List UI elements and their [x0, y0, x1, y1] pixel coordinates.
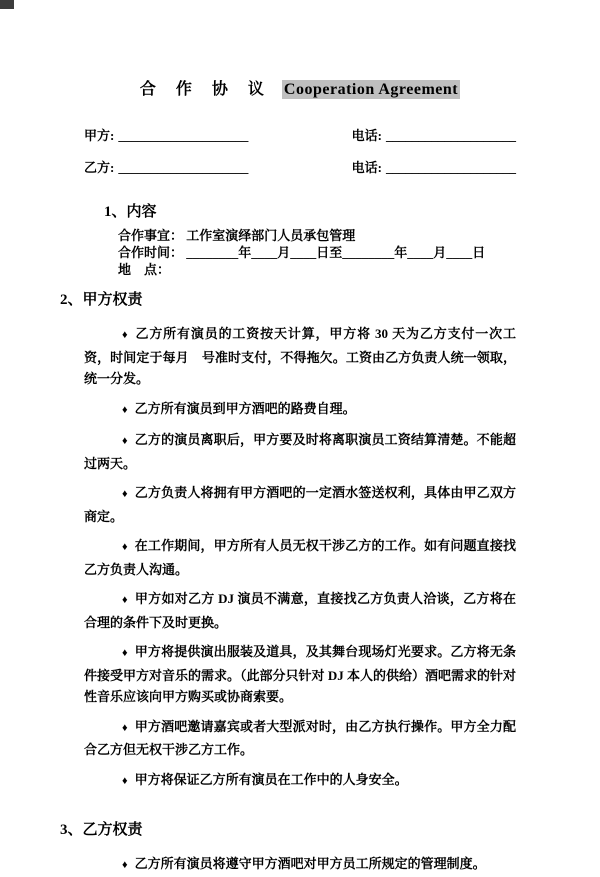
party-a-row — [84, 125, 516, 144]
section-2-heading: 2、甲方权责 — [60, 292, 143, 308]
bullet-paragraph — [84, 588, 516, 633]
bullet-paragraph — [84, 482, 516, 527]
diamond-bullet-icon: ♦ — [122, 859, 128, 871]
bullet-text: 在工作期间，甲方所有人员无权干涉乙方的工作。如有问题直接找乙方负责人沟通。 — [84, 538, 516, 577]
bullet-text: 甲方将保证乙方所有演员在工作中的人身安全。 — [134, 771, 408, 787]
bullet-paragraph — [84, 429, 516, 474]
bullet-paragraph — [84, 323, 516, 390]
diamond-bullet-icon: ♦ — [122, 774, 128, 787]
section-1-heading: 1、内容 — [104, 204, 157, 220]
bullet-text: 乙方的演员离职后，甲方要及时将离职演员工资结算清楚。不能超过两天。 — [84, 432, 516, 471]
diamond-bullet-icon: ♦ — [122, 721, 128, 734]
party-a-phone-blank: ____________________ — [386, 128, 516, 143]
bullet-text: 乙方所有演员将遵守甲方酒吧对甲方员工所规定的管理制度。 — [134, 856, 486, 871]
section-3-heading: 3、乙方权责 — [60, 822, 143, 838]
party-b-row — [84, 157, 516, 176]
diamond-bullet-icon: ♦ — [122, 488, 128, 500]
bullet-paragraph — [84, 853, 516, 877]
party-b-blank: ____________________ — [118, 160, 249, 175]
diamond-bullet-icon: ♦ — [122, 329, 129, 341]
bullet-text: 甲方如对乙方 DJ 演员不满意，直接找乙方负责人洽谈，乙方将在合理的条件下及时更换。 — [84, 591, 516, 630]
title-chinese: 合 作 协 议 — [139, 81, 272, 98]
diamond-bullet-icon: ♦ — [122, 647, 128, 659]
bullet-paragraph — [84, 641, 516, 708]
party-a-label: 甲方: — [84, 128, 115, 143]
diamond-bullet-icon: ♦ — [122, 594, 128, 606]
party-a-blank: ____________________ — [118, 128, 249, 143]
party-b-label: 乙方: — [84, 160, 115, 175]
party-b-phone-label: 电话: — [351, 160, 382, 175]
document-title — [84, 76, 516, 99]
party-a-phone-field — [352, 125, 516, 144]
diamond-bullet-icon: ♦ — [122, 435, 128, 447]
section-1-body — [118, 227, 516, 278]
party-a-field — [84, 125, 248, 144]
location-line: 地 点： — [118, 262, 171, 277]
party-b-phone-field — [352, 157, 516, 176]
bullet-paragraph — [84, 398, 516, 422]
page-corner-mark — [0, 0, 14, 9]
bullet-text: 甲方将提供演出服装及道具，及其舞台现场灯光要求。乙方将无条件接受甲方对音乐的需求。（此部分只针对 DJ 本人的供给）酒吧需求的针对性音乐应该向甲方购买或协商索要。 — [84, 644, 516, 704]
title-english-highlight: Cooperation Agreement — [283, 81, 459, 98]
bullet-text: 乙方负责人将拥有甲方酒吧的一定酒水签送权利，具体由甲乙双方商定。 — [84, 485, 516, 524]
section-2-body — [84, 323, 516, 792]
bullet-text: 甲方酒吧邀请嘉宾或者大型派对时，由乙方执行操作。甲方全力配合乙方但无权干涉乙方工作。 — [84, 718, 516, 757]
party-b-field — [84, 157, 248, 176]
bullet-paragraph — [84, 716, 516, 761]
diamond-bullet-icon: ♦ — [122, 541, 128, 553]
bullet-paragraph — [84, 769, 516, 793]
cooperation-matter-line: 合作事宜： 工作室演绎部门人员承包管理 — [118, 228, 356, 243]
diamond-bullet-icon: ♦ — [122, 403, 128, 416]
party-b-phone-blank: ____________________ — [386, 160, 516, 175]
bullet-text: 乙方所有演员到甲方酒吧的路费自理。 — [134, 400, 356, 416]
section-3-body — [84, 853, 516, 877]
bullet-paragraph — [84, 535, 516, 580]
cooperation-time-line: 合作时间： ________年____月____日至________年____月____日 — [118, 245, 486, 260]
bullet-text: 乙方所有演员的工资按天计算，甲方将 30 天为乙方支付一次工资，时间定于每月 号准时支付，不得拖欠。工资由乙方负责人统一领取，统一分发。 — [84, 326, 516, 386]
party-a-phone-label: 电话: — [351, 128, 382, 143]
